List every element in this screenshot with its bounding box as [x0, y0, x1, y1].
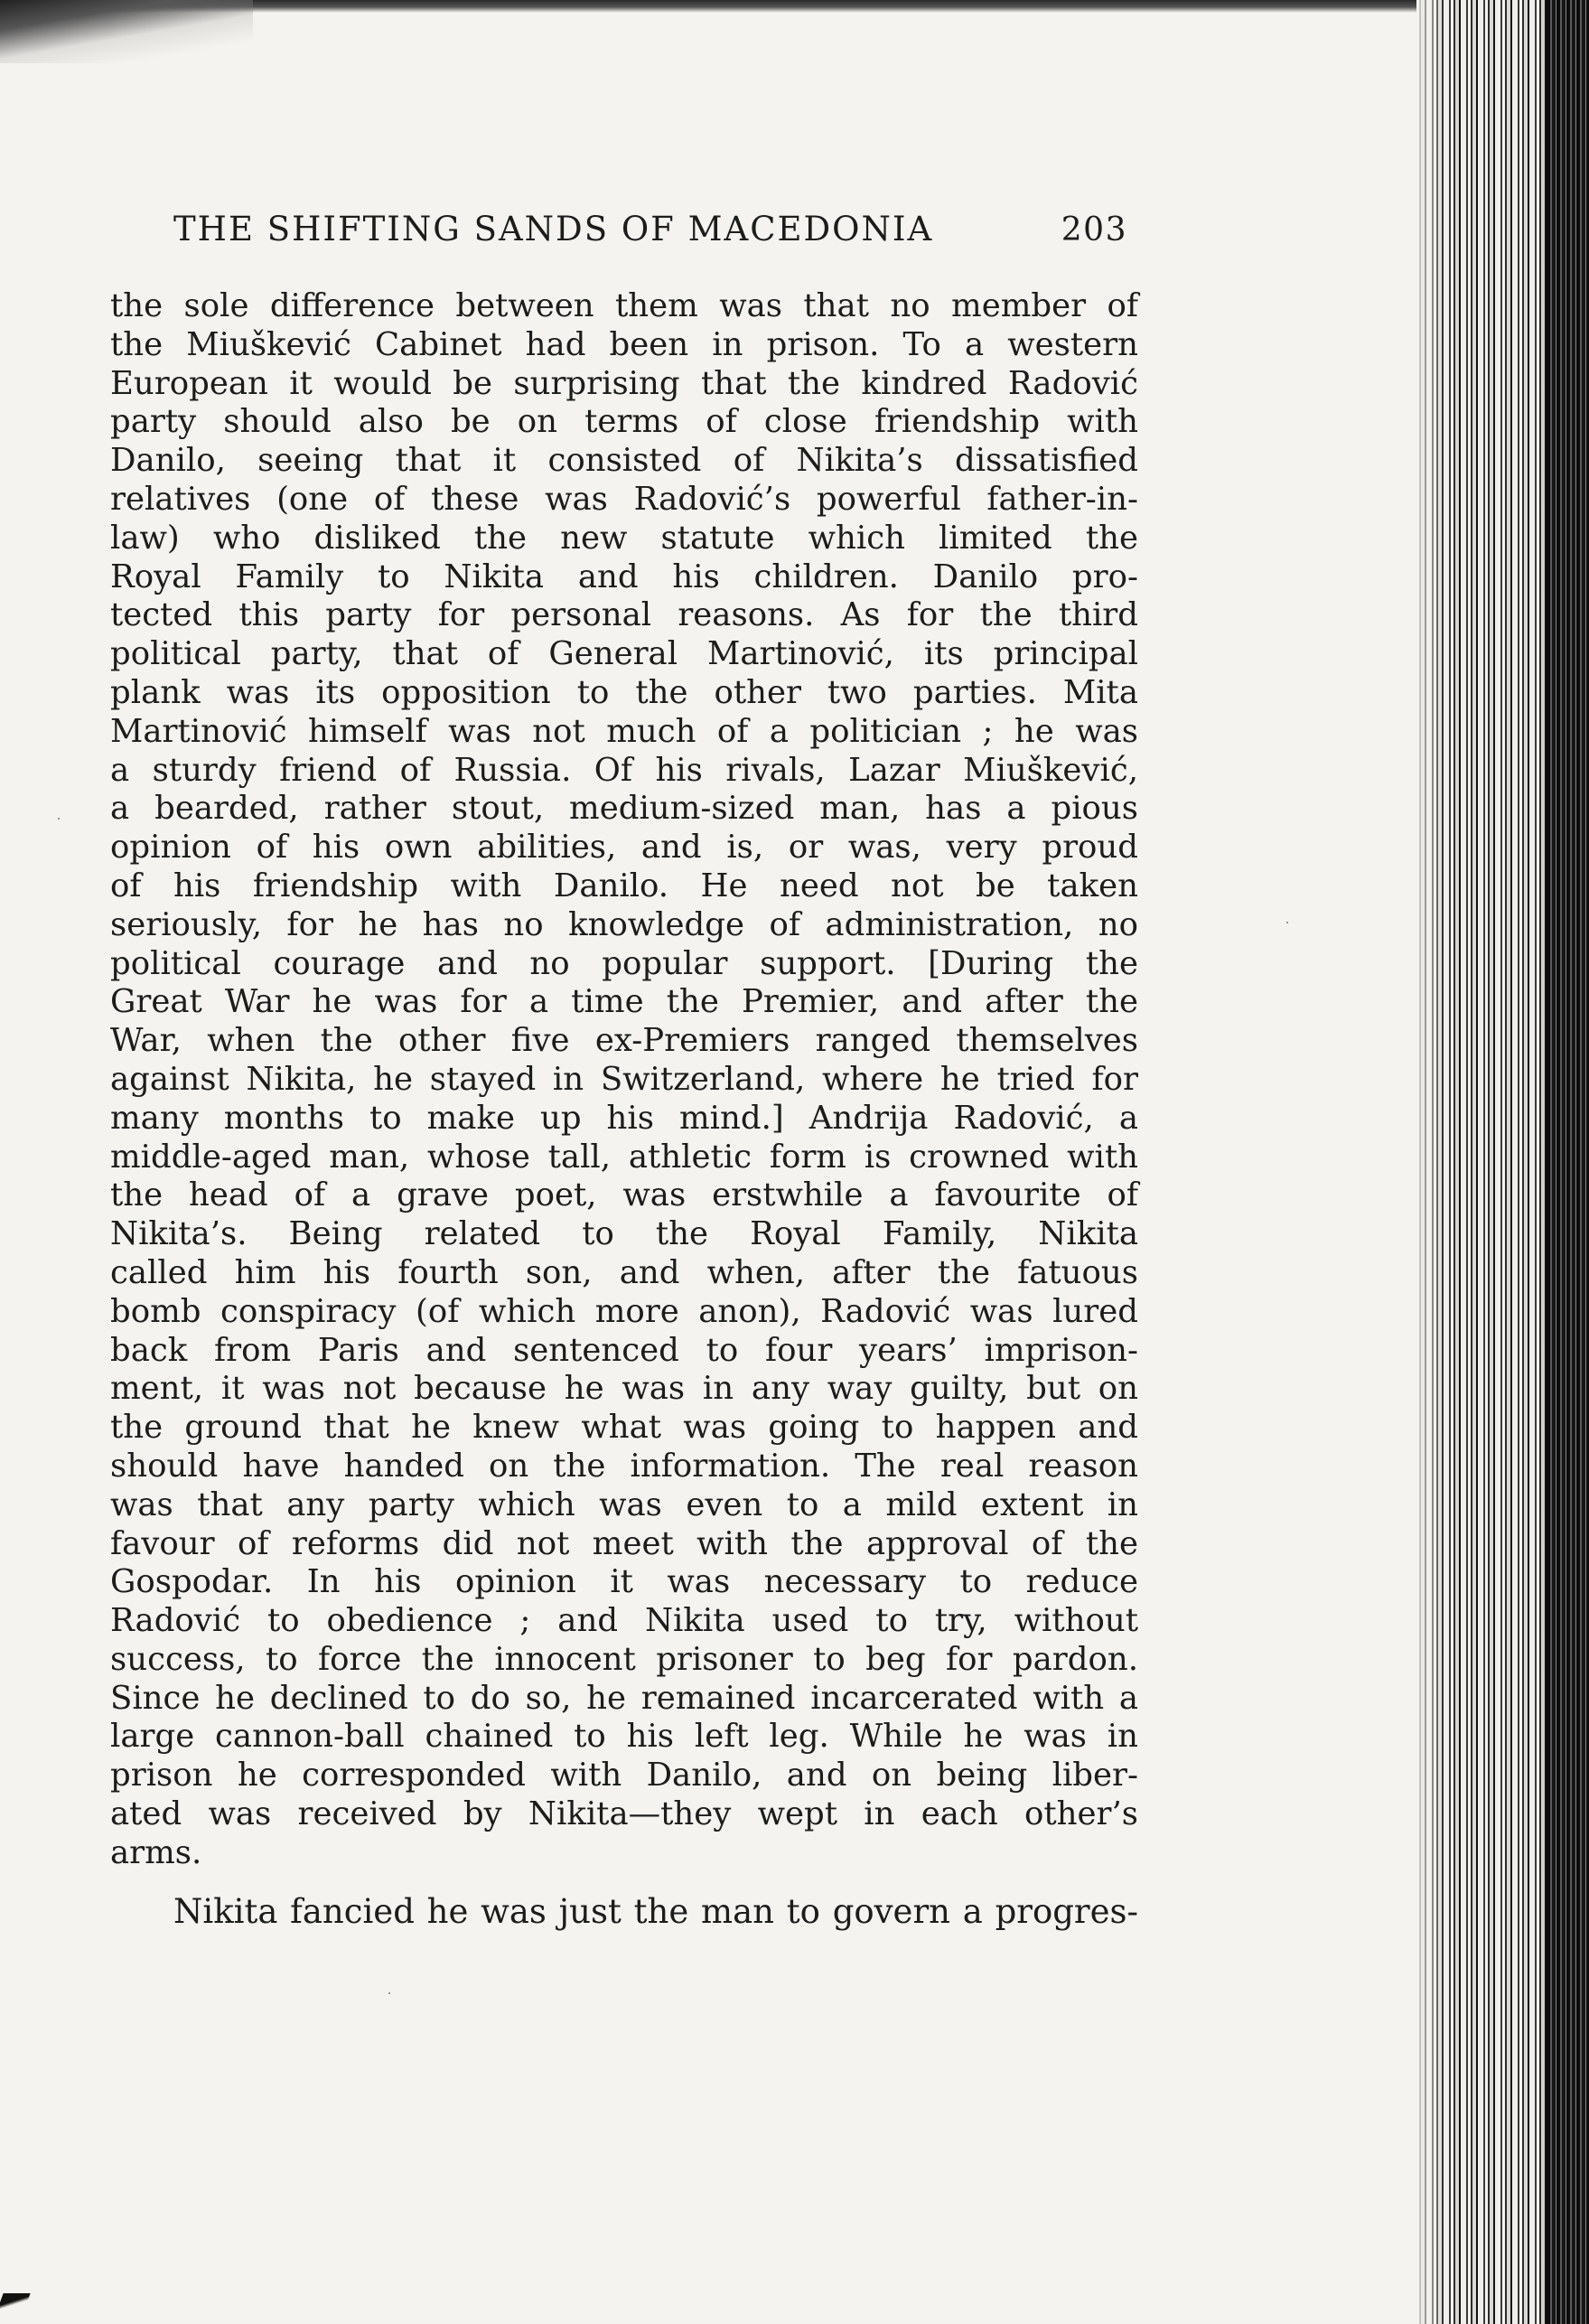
text-line: prison he corresponded with Danilo, and on being liber- — [110, 1757, 1138, 1795]
text-line: favour of reforms did not meet with the approval of the — [110, 1524, 1138, 1562]
text-line: ment, it was not because he was in any way guilty, but on — [110, 1370, 1138, 1408]
running-title: THE SHIFTING SANDS OF MACEDONIA — [173, 210, 934, 248]
text-line: Since he declined to do so, he remained incarcerated with a — [110, 1679, 1138, 1717]
text-line: against Nikita, he stayed in Switzerland, where he tried for — [110, 1060, 1138, 1098]
text-line: political party, that of General Martinović, its principal — [110, 635, 1138, 673]
body-text — [110, 287, 1138, 1931]
text-line: party should also be on terms of close friendship with — [110, 403, 1138, 441]
scan-corner-mark — [0, 2293, 31, 2311]
text-line: law) who disliked the new statute which limited the — [110, 519, 1138, 557]
text-line: Great War he was for a time the Premier, and after the — [110, 983, 1138, 1021]
text-line: bomb conspiracy (of which more anon), Radović was lured — [110, 1292, 1138, 1330]
text-line: large cannon-ball chained to his left leg. While he was in — [110, 1718, 1138, 1756]
text-line: Radović to obedience ; and Nikita used to try, without — [110, 1602, 1138, 1640]
text-line: tected this party for personal reasons. As for the third — [110, 596, 1138, 634]
text-line: Nikita’s. Being related to the Royal Family, Nikita — [110, 1215, 1138, 1253]
text-line: back from Paris and sentenced to four years’ imprison- — [110, 1331, 1138, 1369]
text-line: success, to force the innocent prisoner to beg for pardon. — [110, 1640, 1138, 1678]
text-line: War, when the other five ex-Premiers ranged themselves — [110, 1022, 1138, 1060]
text-line: Danilo, seeing that it consisted of Nikita’s dissatisfied — [110, 442, 1138, 480]
next-paragraph-start: Nikita fancied he was just the man to govern a progres- — [173, 1891, 1138, 1931]
text-line: a bearded, rather stout, medium-sized man, has a pious — [110, 790, 1138, 828]
text-line: seriously, for he has no knowledge of administration, no — [110, 905, 1138, 943]
text-line: the head of a grave poet, was erstwhile a favourite of — [110, 1176, 1138, 1214]
book-spine-shadow — [1547, 0, 1589, 2324]
text-line: plank was its opposition to the other two parties. Mita — [110, 673, 1138, 711]
text-line: of his friendship with Danilo. He need not be taken — [110, 867, 1138, 904]
text-line: Royal Family to Nikita and his children. Danilo pro- — [110, 558, 1138, 595]
scan-corner-shadow — [0, 0, 253, 63]
text-line: the ground that he knew what was going to happen and — [110, 1409, 1138, 1447]
text-line-paragraph-end: arms. — [110, 1833, 202, 1871]
scan-speck — [1286, 922, 1288, 923]
text-line: European it would be surprising that the kindred Radović — [110, 364, 1138, 402]
text-line: many months to make up his mind.] Andrija Radović, a — [110, 1099, 1138, 1137]
text-line: the Miuškević Cabinet had been in prison. To a western — [110, 325, 1138, 363]
text-line: the sole difference between them was that no member of — [110, 287, 1138, 324]
text-line: middle-aged man, whose tall, athletic form is crowned with — [110, 1138, 1138, 1176]
text-line: called him his fourth son, and when, after the fatuous — [110, 1253, 1138, 1291]
text-line: a sturdy friend of Russia. Of his rivals, Lazar Miuškević, — [110, 751, 1138, 789]
text-line: Gospodar. In his opinion it was necessary to reduce — [110, 1563, 1138, 1601]
scan-speck — [58, 818, 60, 820]
scan-speck — [388, 1992, 390, 1994]
page-number: 203 — [1061, 211, 1127, 248]
text-line: opinion of his own abilities, and is, or was, very proud — [110, 829, 1138, 867]
text-line: relatives (one of these was Radović’s powerful father-in- — [110, 480, 1138, 518]
text-line: ated was received by Nikita—they wept in each other’s — [110, 1795, 1138, 1833]
text-line: Martinović himself was not much of a politician ; he was — [110, 712, 1138, 750]
text-line: should have handed on the information. The real reason — [110, 1447, 1138, 1485]
text-line: political courage and no popular support. [During the — [110, 944, 1138, 982]
running-head — [173, 210, 1127, 248]
text-line: was that any party which was even to a mild extent in — [110, 1485, 1138, 1523]
